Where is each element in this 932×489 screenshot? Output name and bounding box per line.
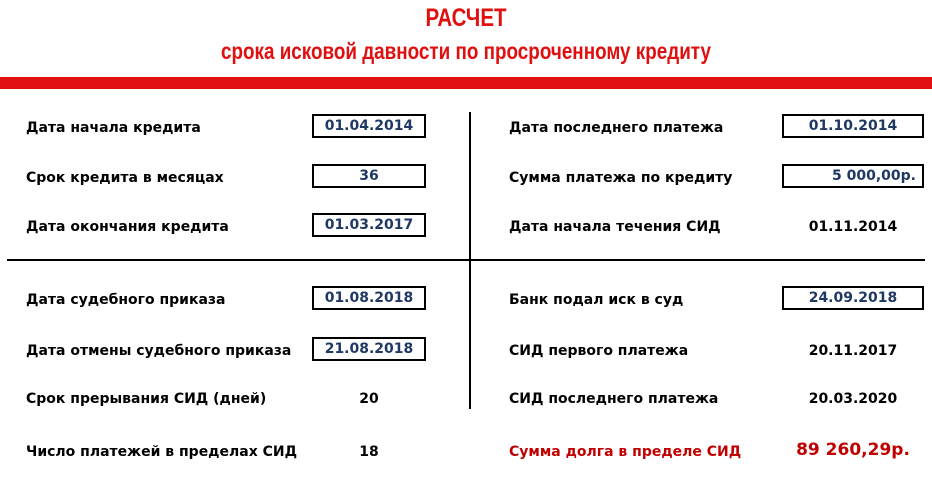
court-order-input[interactable]: 01.08.2018 <box>312 286 426 310</box>
loan-end-label: Дата окончания кредита <box>26 219 229 235</box>
last-payment-sid-label: СИД последнего платежа <box>509 391 719 407</box>
court-order-label: Дата судебного приказа <box>26 292 226 308</box>
payments-count-label: Число платежей в пределах СИД <box>26 444 298 460</box>
first-payment-sid-value: 20.11.2017 <box>808 343 898 359</box>
first-payment-sid-label: СИД первого платежа <box>509 343 689 359</box>
payments-count-value: 18 <box>359 444 379 460</box>
order-cancel-input[interactable]: 21.08.2018 <box>312 337 426 361</box>
loan-start-label: Дата начала кредита <box>26 120 201 136</box>
interruption-value: 20 <box>359 391 379 407</box>
page-subtitle: срока исковой давности по просроченному кредиту <box>220 38 712 64</box>
limitation-start-label: Дата начала течения СИД <box>509 219 721 235</box>
interruption-label: Срок прерывания СИД (дней) <box>26 391 267 407</box>
last-payment-input[interactable]: 01.10.2014 <box>782 114 924 138</box>
payment-amount-input[interactable]: 5 000,00р. <box>782 164 924 188</box>
loan-end-field[interactable]: 01.03.2017 <box>312 213 426 237</box>
page-title: РАСЧЕТ <box>425 4 507 32</box>
last-payment-label: Дата последнего платежа <box>509 120 724 136</box>
order-cancel-label: Дата отмены судебного приказа <box>26 343 292 359</box>
loan-term-input[interactable]: 36 <box>312 164 426 188</box>
bank-claim-input[interactable]: 24.09.2018 <box>782 286 924 310</box>
bank-claim-label: Банк подал иск в суд <box>509 292 684 308</box>
loan-start-input[interactable]: 01.04.2014 <box>312 114 426 138</box>
header-divider-band <box>0 77 932 89</box>
last-payment-sid-value: 20.03.2020 <box>808 391 898 407</box>
debt-total-label: Сумма долга в пределе СИД <box>509 444 742 460</box>
horizontal-divider <box>7 259 925 261</box>
debt-total-value: 89 260,29р. <box>796 440 910 460</box>
payment-amount-label: Сумма платежа по кредиту <box>509 170 733 186</box>
loan-term-label: Срок кредита в месяцах <box>26 170 224 186</box>
limitation-start-value: 01.11.2014 <box>808 219 898 235</box>
